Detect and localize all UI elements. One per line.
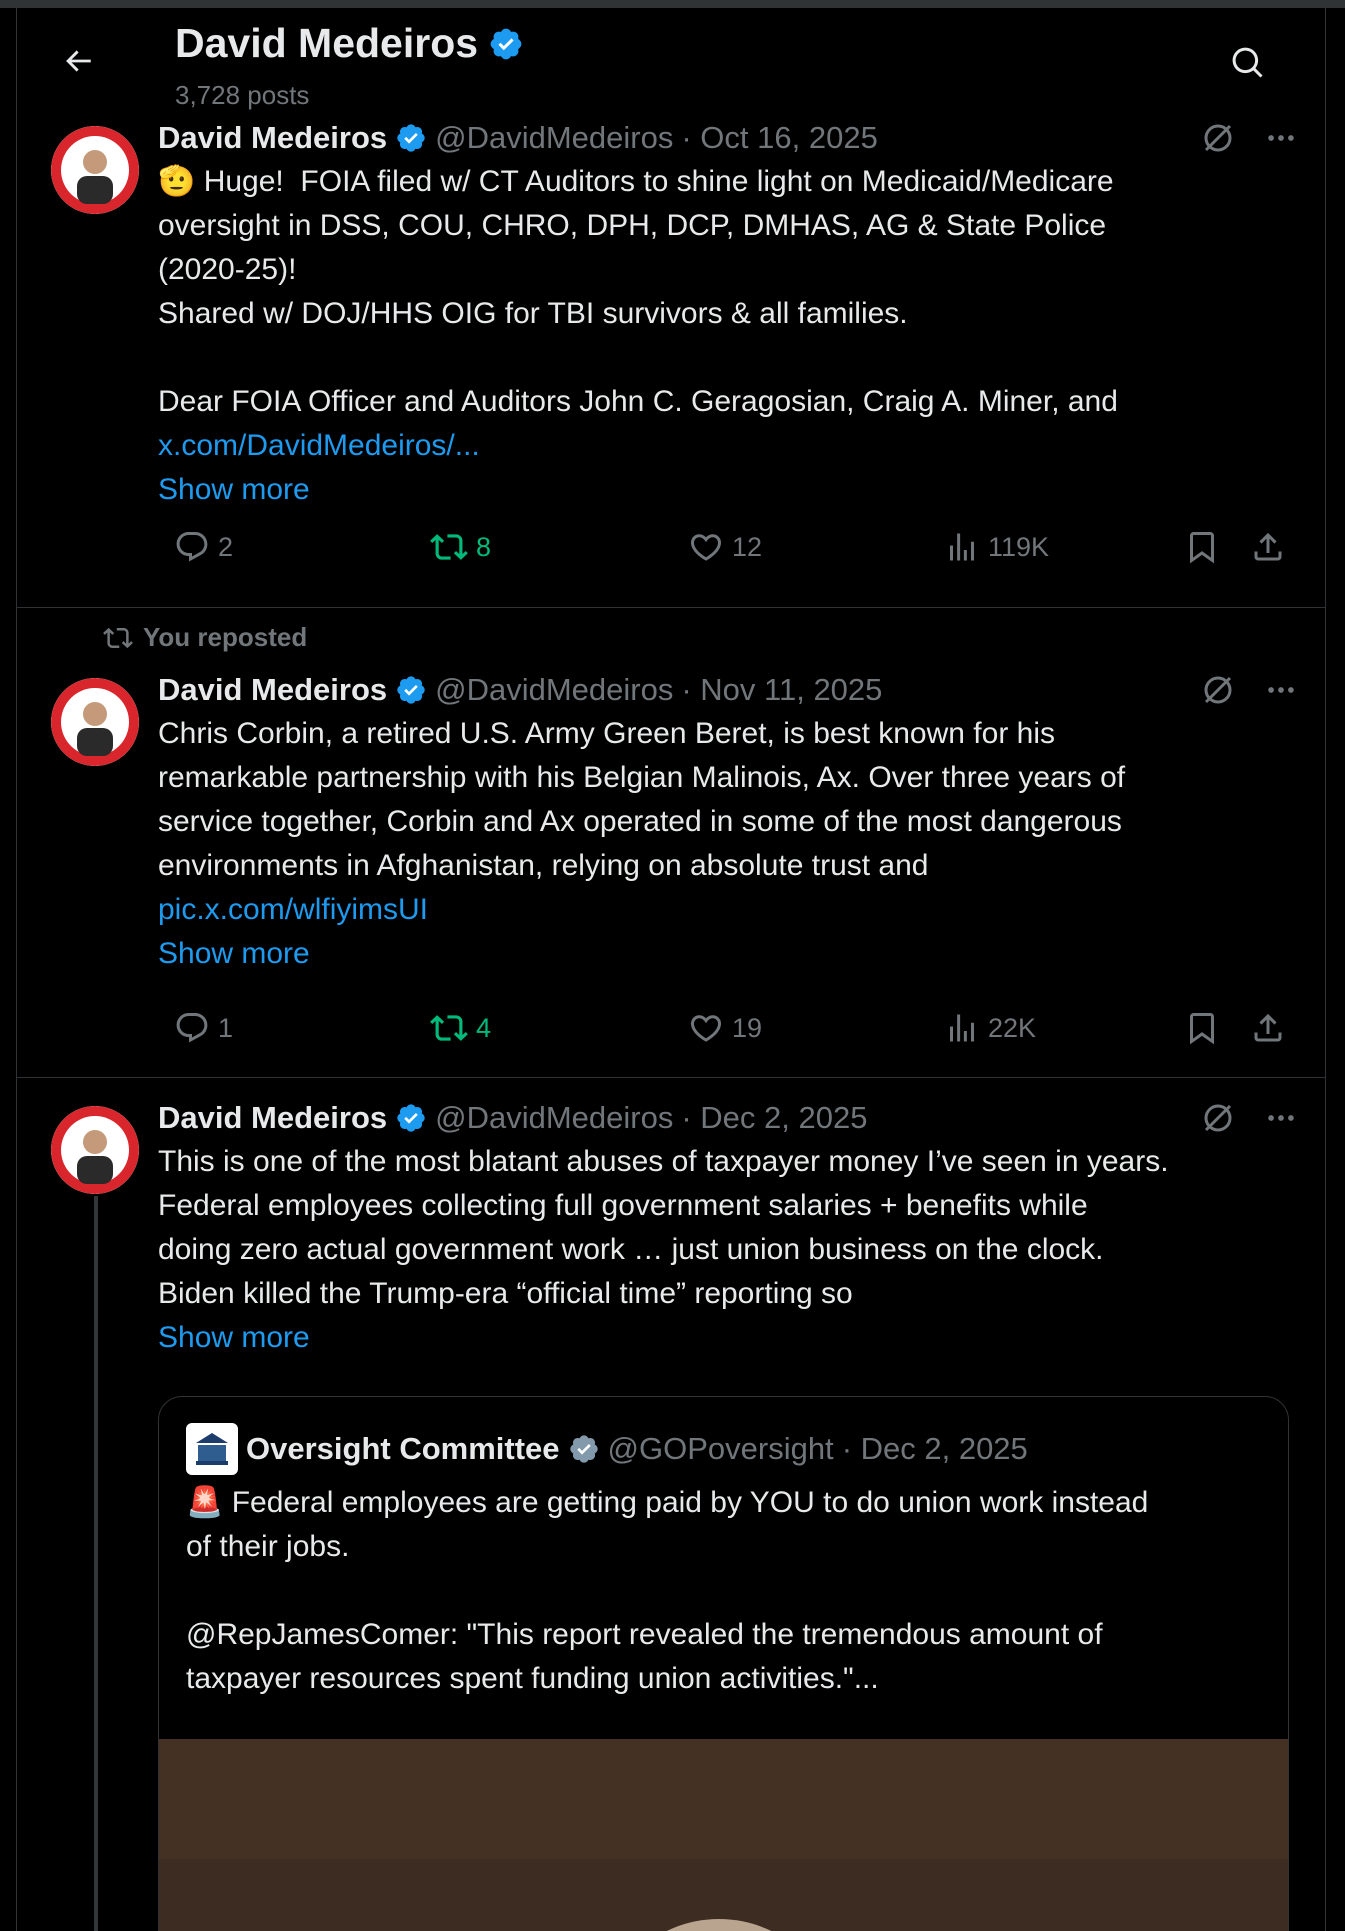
repost-context-label: You reposted	[143, 622, 308, 652]
verified-gray-badge-icon	[568, 1433, 600, 1465]
views-button[interactable]	[944, 1003, 1036, 1053]
author-handle[interactable]: @DavidMedeiros	[435, 120, 674, 155]
search-icon	[1230, 45, 1266, 81]
post-text-line	[158, 336, 1298, 380]
post-text-line: This is one of the most blatant abuses of taxpayer money I’ve seen in years.	[158, 1145, 1169, 1178]
bookmark-icon	[1184, 1010, 1220, 1046]
post-text-line: Federal employees collecting full government salaries + benefits while	[158, 1189, 1088, 1222]
search-button[interactable]	[1225, 40, 1271, 86]
reply-button[interactable]	[174, 1003, 233, 1053]
quoted-text-line: 🚨 Federal employees are getting paid by YOU to do union work instead	[186, 1486, 1149, 1519]
views-icon	[944, 1010, 980, 1046]
post-3[interactable]	[17, 1078, 1325, 1931]
post-text-line: remarkable partnership with his Belgian Malinois, Ax. Over three years of	[158, 761, 1126, 794]
reply-icon	[174, 529, 210, 565]
bookmark-button[interactable]	[1184, 522, 1220, 572]
quoted-author-name[interactable]: Oversight Committee	[246, 1431, 560, 1466]
post-body	[158, 118, 1298, 512]
post-text	[158, 712, 1298, 888]
post-text-line: Biden killed the Trump-era “official time” reporting so	[158, 1277, 853, 1310]
post-text-line: Shared w/ DOJ/HHS OIG for TBI survivors & all families.	[158, 297, 908, 330]
quoted-post-text	[186, 1481, 1276, 1701]
more-options-icon[interactable]	[1264, 121, 1298, 155]
post-meta-icons	[1200, 118, 1298, 158]
reply-count: 2	[218, 531, 234, 562]
show-more-link[interactable]: Show more	[158, 937, 310, 970]
avatar[interactable]	[51, 126, 139, 214]
post-1[interactable]	[17, 104, 1325, 608]
avatar-image	[51, 1106, 139, 1194]
grok-icon[interactable]	[1200, 672, 1236, 708]
post-text	[158, 160, 1298, 424]
post-date[interactable]: · Nov 11, 2025	[681, 672, 883, 707]
avatar-image	[51, 678, 139, 766]
bookmark-button[interactable]	[1184, 1003, 1220, 1053]
like-button[interactable]	[688, 522, 762, 572]
post-text-line: (2020-25)!	[158, 253, 297, 286]
post-body	[158, 670, 1298, 976]
post-meta	[158, 1098, 1298, 1138]
grok-icon[interactable]	[1200, 120, 1236, 156]
like-button[interactable]	[688, 1003, 762, 1053]
post-text-line: doing zero actual government work … just union business on the clock.	[158, 1233, 1104, 1266]
post-text-line: environments in Afghanistan, relying on absolute trust and	[158, 849, 929, 882]
like-count: 19	[732, 1012, 763, 1043]
post-link[interactable]: x.com/DavidMedeiros/...	[158, 429, 480, 462]
repost-count: 4	[476, 1012, 492, 1043]
share-icon	[1250, 1010, 1286, 1046]
post-body	[158, 1098, 1298, 1360]
verified-badge-icon	[488, 26, 524, 62]
post-date[interactable]: · Oct 16, 2025	[681, 120, 878, 155]
post-meta	[158, 118, 1298, 158]
share-button[interactable]	[1250, 1003, 1286, 1053]
quoted-author-handle[interactable]: @GOPoversight	[607, 1431, 834, 1466]
quoted-post-meta	[186, 1423, 1028, 1475]
views-count: 22K	[988, 1012, 1037, 1043]
oversight-committee-avatar[interactable]	[186, 1423, 238, 1475]
repost-icon	[430, 1009, 468, 1047]
avatar[interactable]	[51, 678, 139, 766]
post-meta-icons	[1200, 670, 1298, 710]
heart-icon	[688, 1010, 724, 1046]
post-meta-icons	[1200, 1098, 1298, 1138]
quoted-post-video[interactable]	[159, 1739, 1289, 1931]
author-handle[interactable]: @DavidMedeiros	[435, 1100, 674, 1135]
repost-icon	[103, 623, 133, 653]
reply-count: 1	[218, 1012, 234, 1043]
back-button[interactable]	[55, 38, 101, 84]
page-title-text: David Medeiros	[175, 20, 479, 66]
reply-button[interactable]	[174, 522, 233, 572]
thread-line	[94, 1196, 98, 1931]
post-link[interactable]: pic.x.com/wlfiyimsUI	[158, 893, 429, 926]
post-text-line: oversight in DSS, COU, CHRO, DPH, DCP, DMHAS, AG & State Police	[158, 209, 1107, 242]
share-button[interactable]	[1250, 522, 1286, 572]
author-handle[interactable]: @DavidMedeiros	[435, 672, 674, 707]
post-count: 3,728 posts	[175, 80, 310, 110]
quoted-text-line: of their jobs.	[186, 1530, 350, 1563]
timeline-column	[16, 8, 1326, 1931]
quoted-post[interactable]	[158, 1396, 1289, 1931]
post-2[interactable]	[17, 608, 1325, 1078]
show-more-link[interactable]: Show more	[158, 1321, 310, 1354]
window-top-strip	[0, 0, 1345, 8]
bookmark-icon	[1184, 529, 1220, 565]
back-arrow-icon	[61, 44, 95, 78]
heart-icon	[688, 529, 724, 565]
post-date[interactable]: · Dec 2, 2025	[681, 1100, 868, 1135]
views-icon	[944, 529, 980, 565]
verified-badge-icon	[395, 122, 427, 154]
post-text-line: 🫡 Huge! FOIA filed w/ CT Auditors to shine light on Medicaid/Medicare	[158, 165, 1114, 198]
quoted-text-line: taxpayer resources spent funding union activities."...	[186, 1662, 879, 1695]
reply-icon	[174, 1010, 210, 1046]
author-name[interactable]: David Medeiros	[158, 1100, 388, 1135]
views-count: 119K	[988, 531, 1050, 562]
profile-header	[17, 8, 1325, 113]
post-text-line: Dear FOIA Officer and Auditors John C. Geragosian, Craig A. Miner, and	[158, 385, 1118, 418]
views-button[interactable]	[944, 522, 1049, 572]
like-count: 12	[732, 531, 763, 562]
repost-context	[103, 622, 307, 653]
more-options-icon[interactable]	[1264, 1101, 1298, 1135]
post-actions	[158, 1003, 1318, 1053]
quoted-text-line	[186, 1569, 1276, 1613]
avatar-image	[51, 126, 139, 214]
post-text-line: service together, Corbin and Ax operated in some of the most dangerous	[158, 805, 1122, 838]
post-text	[158, 1140, 1298, 1316]
repost-button[interactable]	[430, 522, 491, 572]
verified-badge-icon	[395, 1102, 427, 1134]
quoted-text-line: @RepJamesComer: "This report revealed the tremendous amount of	[186, 1618, 1103, 1651]
page-title	[175, 20, 524, 67]
author-name[interactable]: David Medeiros	[158, 120, 388, 155]
author-name[interactable]: David Medeiros	[158, 672, 388, 707]
video-thumbnail	[159, 1739, 1289, 1931]
quoted-post-date[interactable]: · Dec 2, 2025	[841, 1431, 1028, 1466]
post-meta	[158, 670, 1298, 710]
avatar[interactable]	[51, 1106, 139, 1194]
more-options-icon[interactable]	[1264, 673, 1298, 707]
verified-badge-icon	[395, 674, 427, 706]
post-text-line: Chris Corbin, a retired U.S. Army Green Beret, is best known for his	[158, 717, 1055, 750]
repost-count: 8	[476, 531, 492, 562]
repost-button[interactable]	[430, 1003, 491, 1053]
post-actions	[158, 522, 1318, 572]
show-more-link[interactable]: Show more	[158, 473, 310, 506]
repost-icon	[430, 528, 468, 566]
grok-icon[interactable]	[1200, 1100, 1236, 1136]
share-icon	[1250, 529, 1286, 565]
